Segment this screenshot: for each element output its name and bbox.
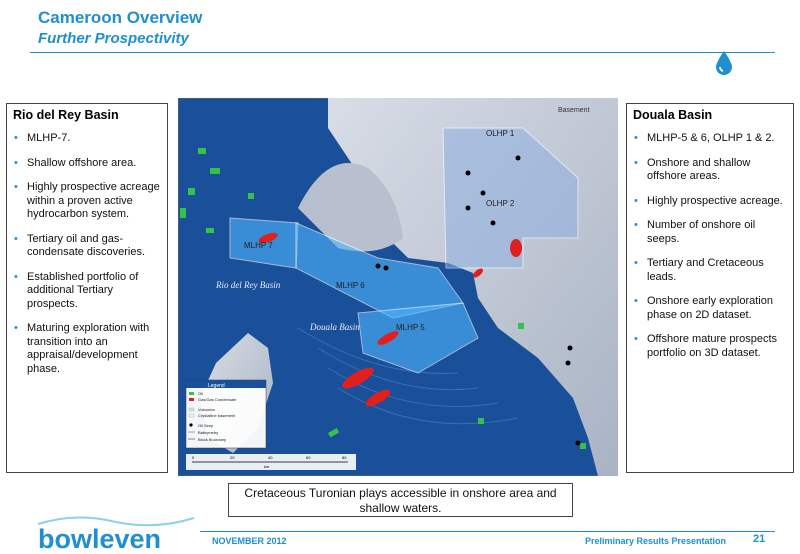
list-item: • Tertiary and Cretaceous leads.	[634, 257, 764, 283]
list-item: • Onshore early exploration phase on 2D dataset.	[634, 295, 773, 321]
title-divider	[30, 52, 775, 53]
bowleven-logo	[36, 514, 196, 554]
legend-oil: Oil	[198, 391, 203, 396]
scale-tick-2: 40	[268, 455, 273, 460]
bullet-icon: •	[634, 194, 638, 207]
list-item: • Maturing exploration with transition into an appraisal/development phase.	[14, 322, 150, 375]
scale-tick-1: 20	[230, 455, 235, 460]
map-caption	[228, 483, 573, 517]
footer-date: NOVEMBER 2012	[212, 536, 287, 546]
bullet-icon: •	[14, 270, 18, 283]
list-item: • MLHP-5 & 6, OLHP 1 & 2.	[634, 132, 775, 144]
logo-text: bowleven	[38, 524, 162, 554]
bullet-icon: •	[14, 132, 18, 144]
bullet-icon: •	[634, 295, 638, 307]
footer-divider	[200, 531, 775, 532]
olhp1-label: OLHP 1	[486, 129, 515, 138]
bullet-icon: •	[14, 232, 18, 245]
list-item: • Tertiary oil and gas-condensate discoveries.	[14, 232, 146, 258]
bullet-icon: •	[14, 322, 18, 334]
scale-tick-4: 80	[342, 455, 347, 460]
cameroon-map	[178, 98, 618, 476]
list-item: • Highly prospective acreage.	[634, 194, 783, 207]
legend-title: Legend	[208, 383, 225, 389]
mlhp7-label: MLHP 7	[244, 241, 273, 250]
legend-basement: Crystalline basement	[198, 413, 236, 418]
list-item: • Number of onshore oil seeps.	[634, 219, 756, 245]
list-item: • MLHP-7.	[14, 132, 71, 144]
mlhp5-label: MLHP 5	[396, 323, 425, 332]
bullet-icon: •	[634, 257, 638, 269]
scale-tick-3: 60	[306, 455, 311, 460]
rio-del-rey-list	[13, 132, 161, 376]
list-item: • Highly prospective acreage within a proven active hydrocarbon system.	[14, 181, 160, 220]
scale-unit: km	[264, 464, 270, 469]
caption-line-2: shallow waters.	[359, 501, 442, 515]
mlhp6-label: MLHP 6	[336, 281, 365, 290]
map-legend	[186, 380, 266, 448]
caption-line-1: Cretaceous Turonian plays accessible in onshore area and	[244, 486, 557, 500]
footer-presentation: Preliminary Results Presentation	[585, 536, 727, 546]
legend-boundary: Block Boundary	[198, 437, 227, 442]
bullet-icon: •	[634, 219, 638, 231]
bullet-icon: •	[634, 156, 638, 169]
list-item: • Offshore mature prospects portfolio on 3D dataset.	[634, 333, 778, 359]
bullet-icon: •	[14, 181, 18, 193]
bullet-icon: •	[14, 156, 18, 169]
water-drop-icon	[713, 50, 735, 76]
legend-gas: Gas/Gas Condensate	[198, 397, 237, 402]
rio-basin-label: Rio del Rey Basin	[216, 280, 281, 290]
legend-seep: Oil Seep	[198, 423, 214, 428]
olhp2-label: OLHP 2	[486, 199, 515, 208]
douala-heading: Douala Basin	[633, 108, 713, 122]
douala-list	[633, 132, 787, 360]
rio-del-rey-panel	[6, 103, 168, 473]
list-item: • Established portfolio of additional Tertiary prospects.	[14, 270, 139, 310]
douala-panel	[626, 103, 794, 473]
list-item: • Onshore and shallow offshore areas.	[634, 156, 751, 182]
scale-tick-0: 0	[192, 455, 195, 460]
legend-bathymetry: Bathymetry	[198, 430, 219, 435]
legend-volcanics: Volcanics	[198, 407, 215, 412]
scale-bar	[186, 454, 356, 470]
slide-title: Cameroon Overview	[38, 8, 203, 27]
bullet-icon: •	[634, 132, 638, 144]
page-number: 21	[753, 533, 766, 545]
rio-del-rey-heading: Rio del Rey Basin	[13, 108, 119, 122]
slide-subtitle: Further Prospectivity	[38, 30, 189, 47]
bullet-icon: •	[634, 333, 638, 345]
list-item: • Shallow offshore area.	[14, 156, 137, 169]
basement-label: Basement	[558, 107, 590, 114]
douala-basin-label: Douala Basin	[310, 322, 360, 332]
